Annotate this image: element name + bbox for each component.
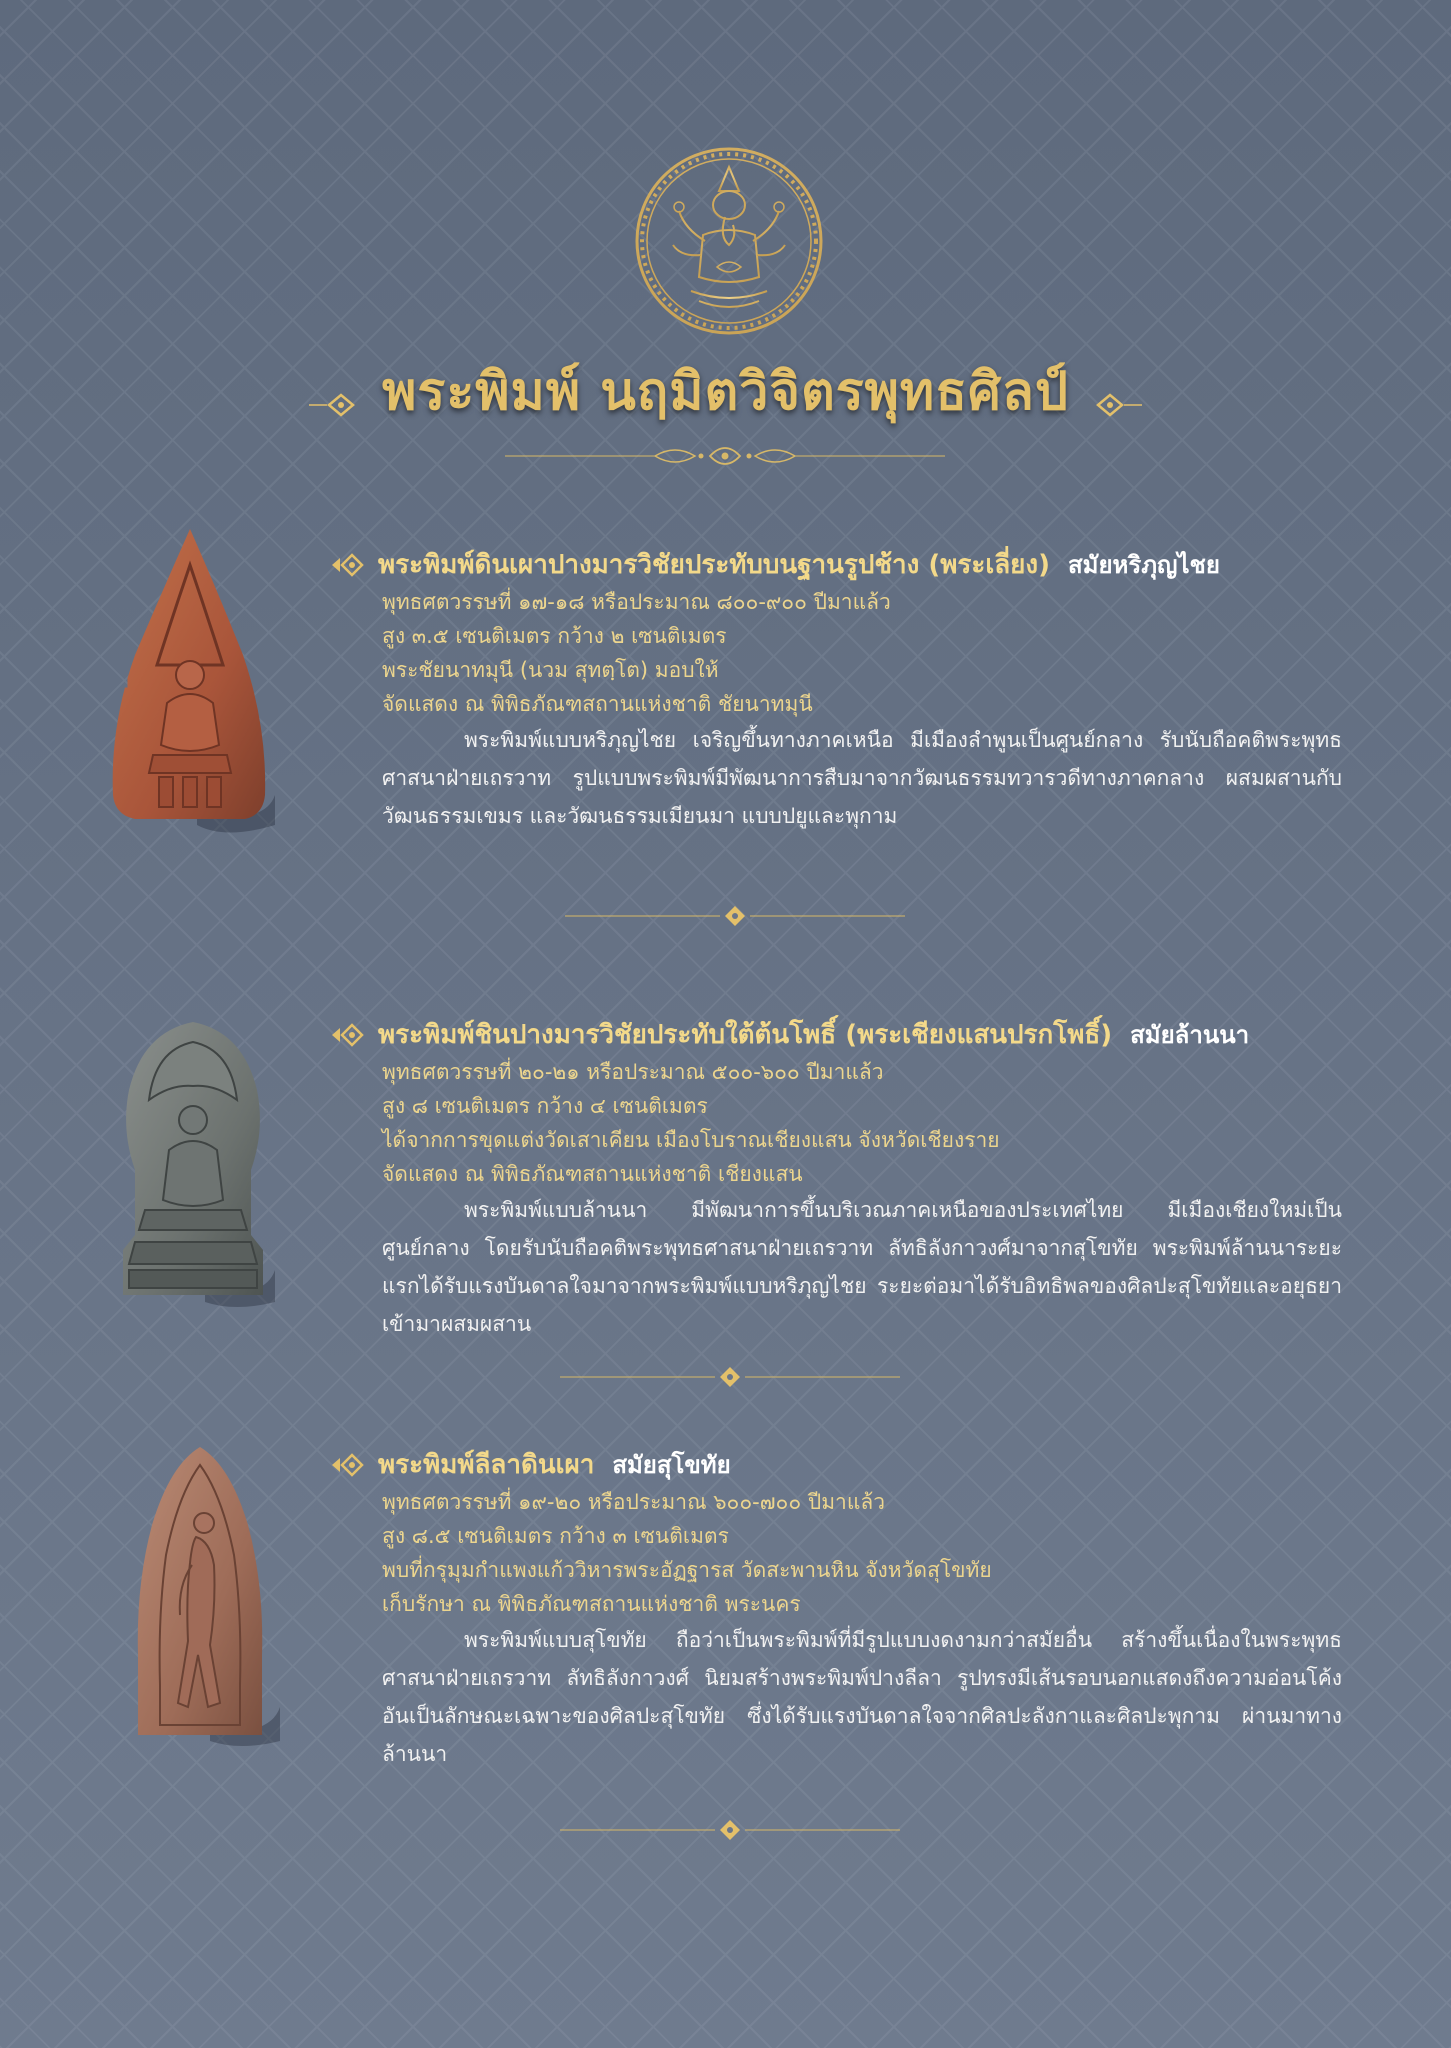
detail-line: พุทธศตวรรษที่ ๑๙-๒๐ หรือประมาณ ๖๐๐-๗๐๐ ปีมาแล้ว xyxy=(382,1490,886,1514)
detail-line: พุทธศตวรรษที่ ๑๗-๑๘ หรือประมาณ ๘๐๐-๙๐๐ ปีมาแล้ว xyxy=(382,590,891,614)
section-title: พระพิมพ์ดินเผาปางมารวิชัยประทับบนฐานรูปช้าง (พระเลี่ยง) xyxy=(378,550,1050,580)
detail-line: สูง ๘ เซนติเมตร กว้าง ๔ เซนติเมตร xyxy=(382,1094,708,1118)
ornament-bullet-icon xyxy=(330,1022,364,1048)
detail-line: เก็บรักษา ณ พิพิธภัณฑสถานแห่งชาติ พระนคร xyxy=(382,1592,801,1616)
section-text xyxy=(330,545,1440,835)
section-details xyxy=(382,1485,1440,1621)
section-heading xyxy=(330,1445,1440,1485)
terracotta-amulet-image xyxy=(105,525,275,840)
detail-line: พบที่กรุมุมกำแพงแก้ววิหารพระอัฏฐารส วัดสะพานหิน จังหวัดสุโขทัย xyxy=(382,1558,992,1582)
section-heading xyxy=(330,1015,1440,1055)
detail-line: จัดแสดง ณ พิพิธภัณฑสถานแห่งชาติ ชัยนาทมุนี xyxy=(382,692,813,716)
section-era: สมัยหริภุญไชย xyxy=(1067,551,1220,579)
section-description: พระพิมพ์แบบล้านนา มีพัฒนาการขึ้นบริเวณภาคเหนือของประเทศไทย มีเมืองเชียงใหม่เป็นศูนย์กลาง โดยรับนับถือคติพระพุทธศาสนาฝ่ายเถรวาท ลัทธิลังกาวงศ์มาจากสุโขทัย พระพิมพ์ล้านนาระยะแรกได้รับแรงบันดาลใจมาจากพระพิมพ์แบบหริภุญไชย ระยะต่อมาได้รับอิทธิพลของศิลปะสุโขทัยและอยุธยาเข้ามาผสมผสาน xyxy=(382,1198,1342,1336)
section-details xyxy=(382,585,1440,721)
detail-line: สูง ๓.๕ เซนติเมตร กว้าง ๒ เซนติเมตร xyxy=(382,624,727,648)
section-title: พระพิมพ์ชินปางมารวิชัยประทับใต้ต้นโพธิ์ (พระเชียงแสนปรกโพธิ์) xyxy=(378,1020,1113,1050)
section-details xyxy=(382,1055,1440,1191)
detail-line: พระชัยนาทมุนี (นวม สุทตฺโต) มอบให้ xyxy=(382,658,719,682)
section-text xyxy=(330,1015,1440,1343)
section-separator-icon xyxy=(560,1367,900,1387)
ornament-bullet-icon xyxy=(330,552,364,578)
title-divider-ornament-icon xyxy=(505,440,945,472)
section-era: สมัยสุโขทัย xyxy=(612,1451,731,1479)
section-title: พระพิมพ์ลีลาดินเผา xyxy=(378,1450,595,1480)
detail-line: ได้จากการขุดแต่งวัดเสาเคียน เมืองโบราณเชียงแสน จังหวัดเชียงราย xyxy=(382,1128,1000,1152)
detail-line: สูง ๘.๕ เซนติเมตร กว้าง ๓ เซนติเมตร xyxy=(382,1524,729,1548)
section-separator-icon xyxy=(560,1820,900,1840)
page-title: พระพิมพ์ นฤมิตวิจิตรพุทธศิลป์ xyxy=(382,361,1069,422)
section-era: สมัยล้านนา xyxy=(1130,1021,1250,1049)
detail-line: พุทธศตวรรษที่ ๒๐-๒๑ หรือประมาณ ๕๐๐-๖๐๐ ปีมาแล้ว xyxy=(382,1060,884,1084)
section-description: พระพิมพ์แบบสุโขทัย ถือว่าเป็นพระพิมพ์ที่มีรูปแบบงดงามกว่าสมัยอื่น สร้างขึ้นเนื่องในพระพุทธศาสนาฝ่ายเถรวาท ลัทธิลังกาวงศ์ นิยมสร้างพระพิมพ์ปางลีลา รูปทรงมีเส้นรอบนอกแสดงถึงความอ่อนโค้ง อันเป็นลักษณะเฉพาะของศิลปะสุโขทัย ซึ่งได้รับแรงบันดาลใจจากศิลปะลังกาและศิลปะพุกาม ผ่านมาทางล้านนา xyxy=(382,1628,1342,1766)
ornament-right-icon xyxy=(1092,390,1142,420)
ganesha-emblem-icon xyxy=(633,145,825,337)
title-bar xyxy=(0,352,1451,432)
section-separator-icon xyxy=(565,906,905,926)
section-heading xyxy=(330,545,1440,585)
ornament-left-icon xyxy=(309,390,359,420)
metal-amulet-image xyxy=(115,1020,275,1310)
ornament-bullet-icon xyxy=(330,1452,364,1478)
section-description: พระพิมพ์แบบหริภุญไชย เจริญขึ้นทางภาคเหนือ มีเมืองลำพูนเป็นศูนย์กลาง รับนับถือคติพระพุทธศาสนาฝ่ายเถรวาท รูปแบบพระพิมพ์มีพัฒนาการสืบมาจากวัฒนธรรมทวารวดีทางภาคกลาง ผสมผสานกับวัฒนธรรมเขมร และวัฒนธรรมเมียนมา แบบปยูและพุกาม xyxy=(382,728,1342,828)
detail-line: จัดแสดง ณ พิพิธภัณฑสถานแห่งชาติ เชียงแสน xyxy=(382,1162,803,1186)
terracotta-walking-buddha-image xyxy=(130,1445,280,1750)
section-text xyxy=(330,1445,1440,1773)
